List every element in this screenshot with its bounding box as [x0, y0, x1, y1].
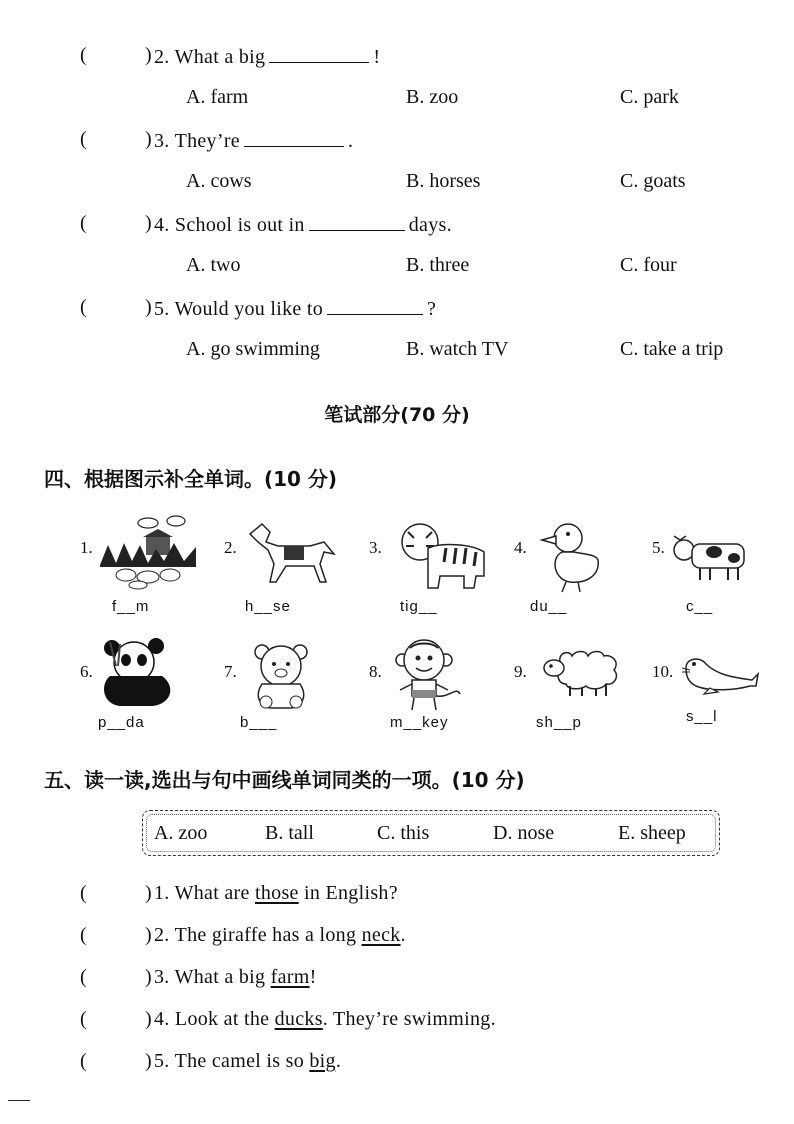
option-b: B. zoo: [406, 86, 459, 108]
question-2: [154, 924, 406, 947]
answer-paren-close: ): [145, 1008, 152, 1030]
question-text: What a big: [174, 966, 266, 988]
underlined-word: those: [255, 882, 299, 904]
underlined-word: ducks: [274, 1008, 323, 1030]
question-text: They’re: [174, 130, 240, 152]
question-text: The giraffe has a long: [174, 924, 357, 946]
option-d: D. nose: [493, 822, 555, 844]
question-number: 2.: [154, 924, 170, 946]
picture-number: 4.: [514, 538, 527, 557]
question-text-end: .: [335, 1050, 342, 1072]
question-text-end: . They’re swimming.: [322, 1008, 496, 1030]
answer-paren-close: ): [145, 1050, 152, 1072]
question-4: [154, 212, 452, 237]
underlined-word: neck: [361, 924, 401, 946]
option-c: C. park: [620, 86, 679, 108]
question-text-end: ?: [427, 298, 437, 320]
answer-paren-close: ): [145, 924, 152, 946]
monkey-icon: [394, 638, 464, 712]
answer-paren-open: (: [80, 296, 87, 318]
picture-number: 9.: [514, 662, 527, 681]
answer-paren-open[interactable]: (: [80, 882, 87, 904]
answer-blank[interactable]: [269, 44, 369, 63]
answer-paren-open[interactable]: (: [80, 966, 87, 988]
underlined-word: farm: [270, 966, 310, 988]
option-a: A. zoo: [154, 822, 208, 844]
question-text-end: .: [400, 924, 406, 946]
section-4-title: 四、根据图示补全单词。(10 分): [44, 467, 338, 491]
picture-number: 6.: [80, 662, 93, 681]
option-c: C. goats: [620, 170, 686, 192]
answer-paren-open: (: [80, 212, 87, 234]
picture-number: 5.: [652, 538, 665, 557]
question-text: The camel is so: [174, 1050, 305, 1072]
option-c: C. this: [377, 822, 430, 844]
option-b: B. three: [406, 254, 470, 276]
option-a: A. cows: [186, 170, 252, 192]
question-text-end: !: [373, 46, 381, 68]
question-text: School is out in: [174, 214, 305, 236]
question-text-end: in English?: [304, 882, 398, 904]
question-3: [154, 966, 317, 989]
question-number: 4.: [154, 1008, 170, 1030]
picture-number: 10.: [652, 662, 674, 681]
picture-word: du__: [530, 598, 568, 615]
cow-icon: [670, 528, 752, 583]
answer-paren-open[interactable]: (: [80, 1050, 87, 1072]
picture-word: f__m: [112, 598, 150, 615]
picture-word: p__da: [98, 714, 145, 731]
question-number: 1.: [154, 882, 170, 904]
question-number: 3.: [154, 966, 170, 988]
option-c: C. take a trip: [620, 338, 724, 360]
question-number: 5.: [154, 298, 170, 320]
answer-blank[interactable]: [309, 212, 405, 231]
question-text-end: .: [347, 130, 354, 152]
question-number: 5.: [154, 1050, 170, 1072]
picture-number: 7.: [224, 662, 237, 681]
farm-icon: [98, 515, 198, 590]
answer-paren-close: ): [145, 128, 152, 150]
answer-paren-open: (: [80, 44, 87, 66]
picture-word: sh__p: [536, 714, 582, 731]
option-b: B. tall: [265, 822, 314, 844]
picture-number: 8.: [369, 662, 382, 681]
question-4: [154, 1008, 496, 1031]
sheep-icon: [540, 648, 624, 698]
option-a: A. go swimming: [186, 338, 320, 360]
answer-paren-close: ): [145, 966, 152, 988]
written-part-header: 笔试部分(70 分): [324, 404, 470, 426]
question-text: Look at the: [174, 1008, 270, 1030]
answer-paren-close: ): [145, 882, 152, 904]
question-number: 3.: [154, 130, 170, 152]
answer-paren-close: ): [145, 212, 152, 234]
picture-number: 1.: [80, 538, 93, 557]
option-e: E. sheep: [618, 822, 686, 844]
picture-number: 3.: [369, 538, 382, 557]
question-text: What are: [174, 882, 250, 904]
picture-word: tig__: [400, 598, 438, 615]
answer-paren-open[interactable]: (: [80, 924, 87, 946]
picture-number: 2.: [224, 538, 237, 557]
panda-icon: [96, 636, 178, 708]
question-3: [154, 128, 353, 153]
answer-paren-close: ): [145, 296, 152, 318]
question-text-end: !: [309, 966, 317, 988]
question-number: 2.: [154, 46, 170, 68]
question-text: What a big: [174, 46, 266, 68]
picture-word: h__se: [245, 598, 291, 615]
picture-word: m__key: [390, 714, 449, 731]
question-2: [154, 44, 380, 69]
seal-icon: [680, 650, 760, 696]
option-a: A. farm: [186, 86, 249, 108]
question-number: 4.: [154, 214, 170, 236]
page-edge-mark: [8, 1100, 30, 1101]
answer-blank[interactable]: [327, 296, 423, 315]
picture-word: c__: [686, 598, 714, 615]
question-text-end: days.: [408, 214, 452, 236]
question-text: Would you like to: [174, 298, 324, 320]
duck-icon: [538, 518, 608, 596]
option-a: A. two: [186, 254, 241, 276]
answer-paren-open: (: [80, 128, 87, 150]
horse-icon: [240, 520, 340, 590]
section-5-title: 五、读一读,选出与句中画线单词同类的一项。(10 分): [44, 768, 525, 792]
answer-paren-open[interactable]: (: [80, 1008, 87, 1030]
question-5: [154, 1050, 341, 1073]
tiger-icon: [392, 518, 492, 593]
answer-paren-close: ): [145, 44, 152, 66]
picture-word: s__l: [686, 708, 718, 725]
question-5: [154, 296, 436, 321]
picture-word: b___: [240, 714, 278, 731]
question-1: [154, 882, 398, 905]
option-b: B. watch TV: [406, 338, 509, 360]
underlined-word: big: [309, 1050, 336, 1072]
answer-blank[interactable]: [244, 128, 344, 147]
bear-icon: [246, 640, 316, 710]
option-c: C. four: [620, 254, 677, 276]
option-b: B. horses: [406, 170, 481, 192]
